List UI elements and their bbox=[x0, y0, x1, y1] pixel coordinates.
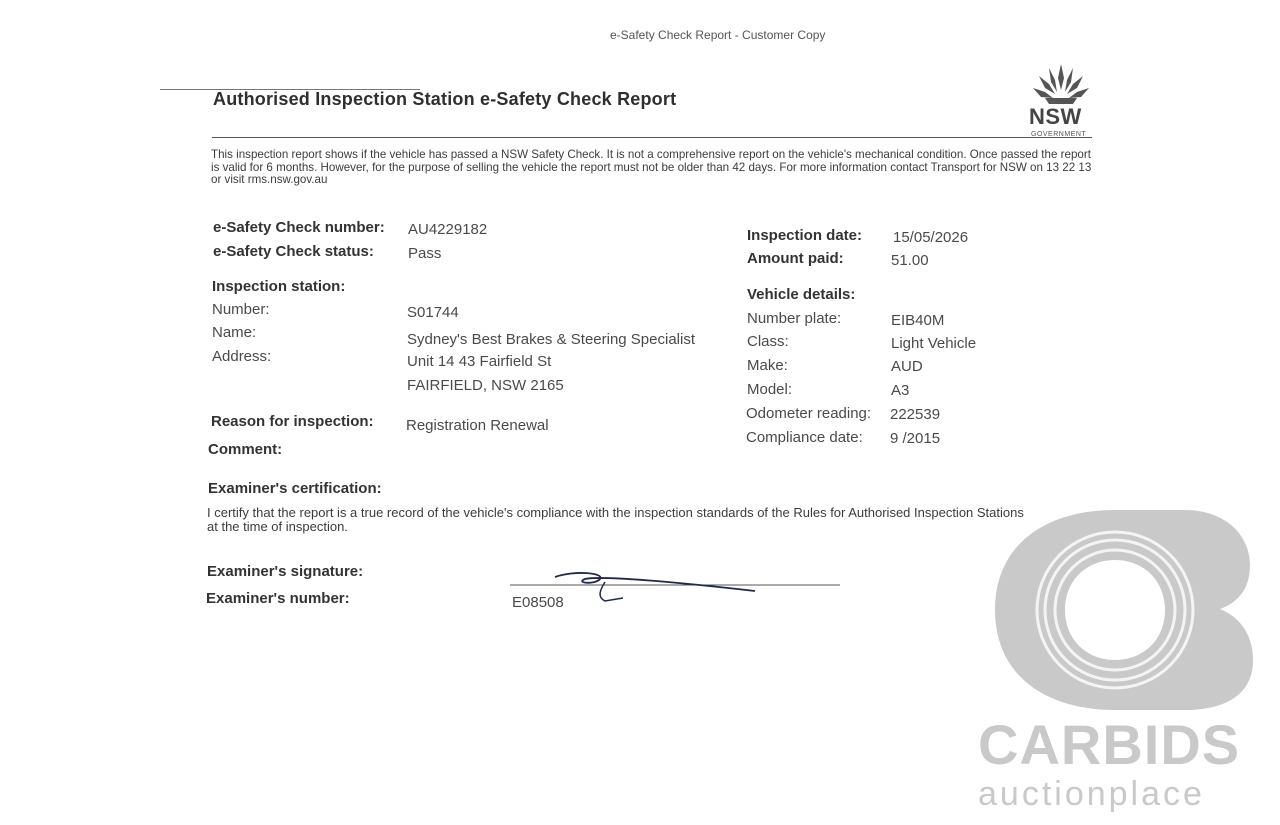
number-plate-label: Number plate: bbox=[747, 310, 842, 327]
amount-paid-value: 51.00 bbox=[891, 252, 929, 269]
certification-heading: Examiner's certification: bbox=[208, 480, 382, 497]
vehicle-details-heading: Vehicle details: bbox=[747, 286, 856, 303]
odometer-value: 222539 bbox=[890, 406, 941, 423]
station-heading: Inspection station: bbox=[212, 278, 346, 295]
compliance-date-value: 9 /2015 bbox=[890, 430, 941, 447]
certification-text: I certify that the report is a true record of the vehicle's compliance with the inspection standards of the Rules for Authorised Inspection Stations at the time of inspection. bbox=[207, 505, 1024, 534]
make-value: AUD bbox=[891, 358, 923, 375]
check-number-value: AU4229182 bbox=[408, 221, 488, 238]
check-number-label: e-Safety Check number: bbox=[213, 219, 385, 236]
compliance-date-label: Compliance date: bbox=[746, 429, 863, 446]
intro-paragraph: This inspection report shows if the vehicle has passed a NSW Safety Check. It is not a comprehensive report on the vehicle's mechanical condition. Once passed the report is valid for 6 months. However, for the purpose of selling the vehicle the report must not be older than 42 days. For more information contact Transport for NSW on 13 22 13 or visit rms.nsw.gov.au bbox=[211, 148, 1092, 186]
carbids-b-logo-icon bbox=[975, 505, 1255, 715]
station-number-value: S01744 bbox=[407, 304, 459, 321]
station-address-line2: FAIRFIELD, NSW 2165 bbox=[407, 377, 564, 394]
station-address-line1: Unit 14 43 Fairfield St bbox=[407, 353, 552, 370]
amount-paid-label: Amount paid: bbox=[747, 250, 844, 267]
logo-nsw-text: NSW bbox=[1029, 104, 1082, 129]
reason-label: Reason for inspection: bbox=[211, 413, 374, 430]
model-label: Model: bbox=[747, 381, 793, 398]
inspection-date-label: Inspection date: bbox=[747, 227, 863, 244]
odometer-label: Odometer reading: bbox=[746, 405, 872, 422]
station-number-label: Number: bbox=[212, 301, 270, 318]
examiner-number-label: Examiner's number: bbox=[206, 590, 350, 607]
make-label: Make: bbox=[747, 357, 788, 374]
check-status-label: e-Safety Check status: bbox=[213, 243, 374, 260]
class-value: Light Vehicle bbox=[891, 335, 977, 352]
class-label: Class: bbox=[747, 333, 789, 350]
examiner-number-value: E08508 bbox=[512, 594, 564, 611]
watermark-brand: CARBIDS bbox=[978, 713, 1241, 776]
check-status-value: Pass bbox=[408, 245, 442, 262]
examiner-signature-label: Examiner's signature: bbox=[207, 563, 364, 580]
examiner-signature-image bbox=[505, 565, 845, 605]
number-plate-value: EIB40M bbox=[891, 312, 945, 329]
inspection-date-value: 15/05/2026 bbox=[893, 229, 969, 246]
page-title: Authorised Inspection Station e-Safety Check Report bbox=[213, 89, 677, 109]
station-name-value: Sydney's Best Brakes & Steering Specialist bbox=[407, 331, 696, 348]
header-divider bbox=[212, 137, 1092, 138]
reason-value: Registration Renewal bbox=[406, 417, 549, 434]
watermark-tagline: auctionplace bbox=[978, 775, 1205, 813]
customer-copy-label: e-Safety Check Report - Customer Copy bbox=[610, 28, 826, 42]
comment-label: Comment: bbox=[208, 441, 283, 458]
station-address-label: Address: bbox=[212, 348, 272, 365]
logo-government-text: GOVERNMENT bbox=[1031, 131, 1087, 138]
model-value: A3 bbox=[891, 382, 910, 399]
station-name-label: Name: bbox=[212, 324, 257, 341]
